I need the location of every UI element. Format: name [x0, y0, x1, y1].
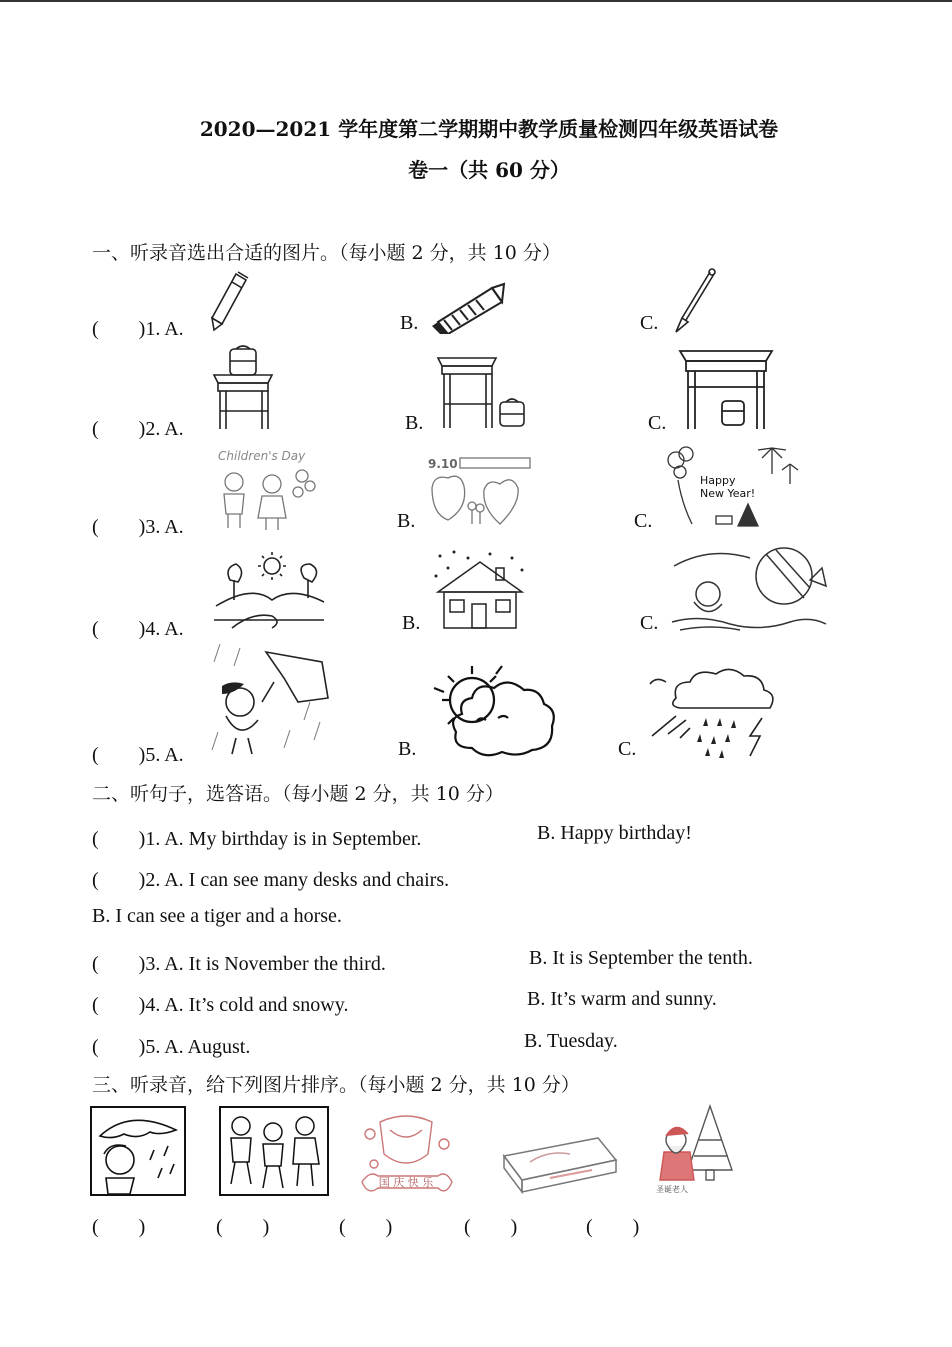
christmas-label: 圣诞老人 — [656, 1185, 688, 1194]
children-playing-picture — [219, 1106, 329, 1196]
childrens-day-text: Children's Day — [218, 449, 306, 463]
summer-swimming-picture — [670, 544, 828, 634]
winter-house-picture — [432, 548, 528, 630]
section3-heading: 三、听录音，给下列图片排序。（每小题 2 分，共 10 分） — [92, 1074, 580, 1096]
windy-rainy-picture — [210, 642, 334, 756]
national-day-picture — [358, 1104, 454, 1198]
section2-heading: 二、听句子，选答语。（每小题 2 分，共 10 分） — [92, 783, 504, 805]
s2-q4-option-b: B. It’s warm and sunny. — [527, 988, 717, 1010]
q3-option-c: C. — [634, 510, 653, 532]
q1-number: ( )1. A. — [92, 318, 184, 340]
s2-q3-option-b: B. It is September the tenth. — [529, 947, 753, 969]
q2-option-c: C. — [648, 412, 667, 434]
s2-q3-option-a: ( )3. A. It is November the third. — [92, 953, 386, 975]
s2-q1-option-b: B. Happy birthday! — [537, 822, 692, 844]
childrens-day-picture — [210, 446, 320, 532]
q4-option-b: B. — [402, 612, 421, 634]
q4-number: ( )4. A. — [92, 618, 184, 640]
rainy-thunder-picture — [646, 664, 786, 760]
teachers-day-picture — [424, 448, 536, 532]
order-bracket-4: ( ) — [464, 1216, 518, 1238]
q2-option-b: B. — [405, 412, 424, 434]
national-day-label: 国 庆 快 乐 — [378, 1176, 434, 1189]
bag-beside-desk-picture — [434, 354, 529, 430]
exam-title: 2020—2021 学年度第二学期期中教学质量检测四年级英语试卷 — [199, 117, 779, 141]
s2-q2-option-b: B. I can see a tiger and a horse. — [92, 905, 342, 927]
q1-option-b: B. — [400, 312, 419, 334]
sunny-cloudy-picture — [428, 660, 560, 760]
pen-picture — [668, 268, 716, 334]
spring-picture — [212, 550, 326, 630]
q2-number: ( )2. A. — [92, 418, 184, 440]
q3-option-b: B. — [397, 510, 416, 532]
order-bracket-2: ( ) — [216, 1216, 270, 1238]
bag-on-desk-picture — [210, 345, 276, 431]
q4-option-c: C. — [640, 612, 659, 634]
q5-number: ( )5. A. — [92, 744, 184, 766]
teachers-day-text: 9.10 — [428, 457, 458, 471]
new-year-picture — [662, 444, 800, 530]
exam-subtitle: 卷一（共 60 分） — [408, 158, 570, 182]
q1-option-c: C. — [640, 312, 659, 334]
s2-q4-option-a: ( )4. A. It’s cold and snowy. — [92, 994, 349, 1016]
s2-q5-option-b: B. Tuesday. — [524, 1030, 618, 1052]
s2-q2-option-a: ( )2. A. I can see many desks and chairs. — [92, 869, 450, 891]
new-year-text-1: Happy — [700, 474, 736, 487]
order-bracket-1: ( ) — [92, 1216, 146, 1238]
q5-option-c: C. — [618, 738, 637, 760]
order-bracket-5: ( ) — [586, 1216, 640, 1238]
pencil-box-picture — [500, 1134, 618, 1196]
umbrella-girl-picture — [90, 1106, 186, 1196]
page-top-border — [0, 0, 952, 2]
bag-under-desk-picture — [676, 347, 776, 431]
christmas-picture — [650, 1100, 736, 1196]
s2-q1-option-a: ( )1. A. My birthday is in September. — [92, 828, 422, 850]
q3-number: ( )3. A. — [92, 516, 184, 538]
order-bracket-3: ( ) — [339, 1216, 393, 1238]
q5-option-b: B. — [398, 738, 417, 760]
s2-q5-option-a: ( )5. A. August. — [92, 1036, 251, 1058]
section1-heading: 一、听录音选出合适的图片。（每小题 2 分，共 10 分） — [92, 242, 561, 264]
crayon-picture — [430, 282, 508, 334]
new-year-text-2: New Year! — [700, 487, 756, 500]
pencil-picture — [210, 270, 250, 332]
